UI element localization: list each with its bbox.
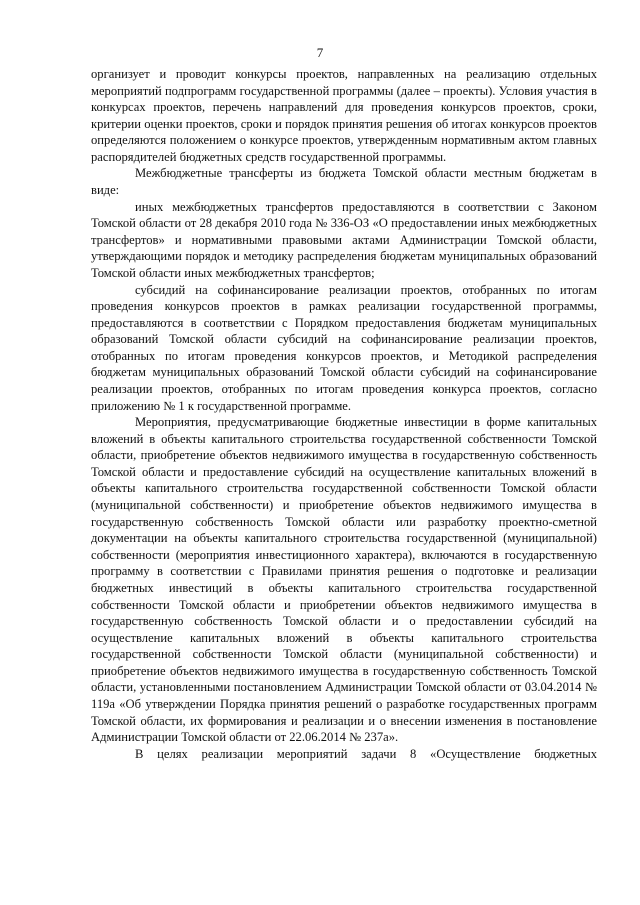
paragraph-task-8-intro: В целях реализации мероприятий задачи 8 «Осуществление бюджетных: [135, 746, 597, 761]
paragraph-interbudget-transfers-intro: Межбюджетные трансферты из бюджета Томской области местным бюджетам в виде:: [91, 166, 597, 198]
paragraph-cofinancing-subsidies: субсидий на софинансирование реализации проектов, отобранных по итогам проведения конкурсов проектов в рамках реализации государственной программы, предоставляются в соответствии с Порядком предоставления бюджетам муниципальных образований Томской области субсидий на софинансирование реализации проектов, отобранных по итогам проведения конкурсов проектов, и Методикой распределения бюджетам муниципальных образований Томской области субсидий на софинансирование реализации проектов, отобранных по итогам проведения конкурса проектов, согласно приложению № 1 к государственной программе.: [91, 282, 597, 413]
paragraph-other-interbudget-transfers: иных межбюджетных трансфертов предоставляются в соответствии с Законом Томской области от 28 декабря 2010 года № 336-ОЗ «О предоставлении иных межбюджетных трансфертов» и нормативными правовыми актами Администрации Томской области, утверждающими порядок и методику распределения бюджетам муниципальных образований Томской области иных межбюджетных трансфертов;: [91, 199, 597, 280]
document-body: [91, 66, 597, 762]
page-number: 7: [316, 45, 324, 60]
paragraph-contest-organization: организует и проводит конкурсы проектов, направленных на реализацию отдельных мероприятий подпрограмм государственной программы (далее – проекты). Условия участия в конкурсах проектов, перечень направлений для проведения конкурсов проектов, сроки, критерии оценки проектов, сроки и порядок принятия решения об итогах конкурсов проектов определяются положением о конкурсе проектов, утвержденным нормативным актом главных распорядителей бюджетных средств государственной программы.: [91, 67, 597, 164]
paragraph-capital-investments: Мероприятия, предусматривающие бюджетные инвестиции в форме капитальных вложений в объекты капитального строительства государственной собственности Томской области, приобретение объектов недвижимого имущества в государственную собственность Томской области и предоставление субсидий на осуществление капитальных вложений в объекты капитального строительства государственной собственности Томской области (муниципальной собственности) и приобретение объектов недвижимого имущества в государственную собственность Томской области или разработку проектно-сметной документации на объекты капитального строительства государственной (муниципальной) собственности (мероприятия инвестиционного характера), включаются в государственную программу в соответствии с Правилами принятия решения о подготовке и реализации бюджетных инвестиций в объекты капитального строительства государственной собственности Томской области и приобретении объектов недвижимого имущества в государственную собственность Томской области и о предоставлении субсидий на осуществление капитальных вложений в объекты капитального строительства государственной собственности Томской области (муниципальной собственности) и приобретение объектов недвижимого имущества в государственную собственность Томской области, установленными постановлением Администрации Томской области от 03.04.2014 № 119а «Об утверждении Порядка принятия решений о разработке государственных программ Томской области, их формирования и реализации и о внесении изменения в постановление Администрации Томской области от 22.06.2014 № 237а».: [91, 415, 597, 745]
